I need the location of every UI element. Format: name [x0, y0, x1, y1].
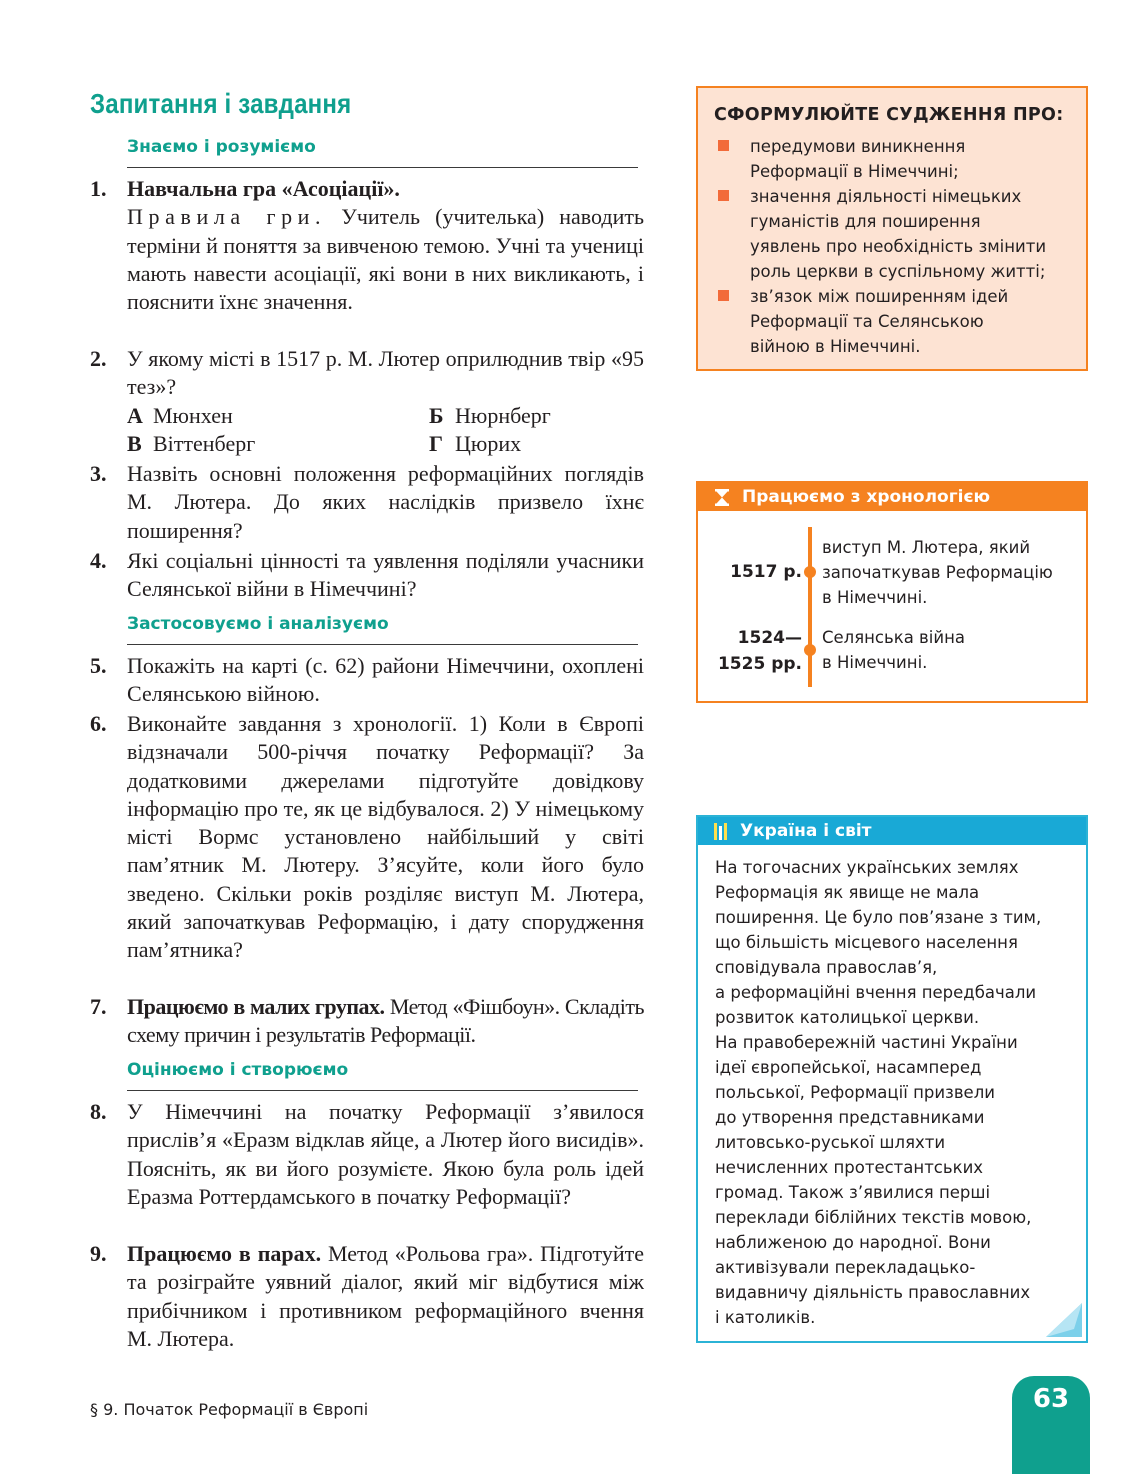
judgement-item-3: зв’язок між поширенням ідей Реформації та Селянською війною в Німеччині.: [750, 284, 1080, 359]
ukraine-world-text: На тогочасних українських землях Реформація як явище не мала поширення. Це було пов’язане з тим, що більшість місцевого населення сповідувала православ’я, а реформаційні вчення передбачали розвиток католицької церкви. На правобережній частині України ідеї європейської, насамперед польської, Реформації призвели до утворення представниками литовсько-руської шляхти нечисленних протестантських громад. Також з’явилися перші переклади біблійних текстів мовою, наближеною до народної. Вони активізували перекладацько- видавничу діяльність православних і католиків.: [715, 858, 1042, 1327]
judgement-box: [696, 86, 1088, 371]
timeline-dot: [804, 566, 816, 578]
answer-option-a: А Мюнхен: [127, 402, 233, 428]
question-text: Виконайте завдання з хронології. 1) Коли в Європі відзначали 500-річчя початку Реформації? За додатковими джерелами підготуйте довідкову інформацію про те, як це відбувалося. 2) У німецькому місті Вормс установлено найбільший у світі пам’ятник М. Лютеру. З’ясуйте, коли його було зведено. Скільки років розділяє виступ М. Лютера, який започаткував Реформацію, і дату спорудження пам’ятника?: [127, 711, 644, 963]
question-text: Учитель (учителька) наводить терміни й поняття за вивченою темою. Учні та учениці мають навести асоціації, які вони в них викликають, і пояснити їхнє значення.: [127, 204, 644, 315]
page-number-tab: [1012, 1376, 1090, 1474]
timeline-year: 1524— 1525 рр.: [717, 628, 802, 674]
timeline-event: Селянська війна в Німеччині.: [822, 628, 965, 672]
answer-option-d: Г Цюрих: [429, 430, 522, 456]
square-bullet-icon: [718, 140, 729, 151]
rules-label: Правила гри.: [127, 204, 327, 230]
question-title: Навчальна гра «Асоціації».: [127, 176, 400, 201]
question-5: [90, 652, 644, 709]
question-9: [90, 1240, 644, 1353]
question-number: 8.: [90, 1099, 107, 1124]
question-3: [90, 460, 644, 545]
page-title: Запитання і завдання: [90, 88, 352, 119]
question-number: 9.: [90, 1241, 107, 1266]
question-number: 3.: [90, 461, 107, 486]
book-bars-icon: [714, 823, 728, 840]
timeline-line: [808, 527, 812, 687]
chronology-box-header: [698, 483, 1086, 511]
question-text: Які соціальні цінності та уявлення поділяли учасники Селянської війни в Німеччині?: [127, 548, 644, 602]
hourglass-icon: [714, 489, 730, 506]
question-6: [90, 710, 644, 965]
answer-option-c: В Віттенберг: [127, 430, 256, 456]
ukraine-world-box: [696, 815, 1088, 1343]
timeline-event: виступ М. Лютера, який започаткував Реформацію в Німеччині.: [822, 538, 1053, 607]
question-title: Працюємо в парах.: [127, 1241, 322, 1266]
ukraine-world-box-title: Україна і світ: [740, 821, 872, 841]
judgement-item-2: значення діяльності німецьких гуманістів для поширення уявлень про необхідність змінити роль церкви в суспільному житті;: [750, 184, 1080, 284]
timeline-year: 1517 р.: [730, 562, 802, 582]
question-number: 4.: [90, 548, 107, 573]
question-text: Назвіть основні положення реформаційних поглядів М. Лютера. До яких наслідків призвело їхнє поширення?: [127, 461, 644, 543]
page-corner-decoration: [1046, 1303, 1082, 1337]
judgement-box-title: СФОРМУЛЮЙТЕ СУДЖЕННЯ ПРО:: [714, 105, 1064, 125]
section-heading-evaluate: Оцінюємо і створюємо: [127, 1060, 638, 1091]
question-2: [90, 345, 644, 458]
footer-section-title: § 9. Початок Реформації в Європі: [90, 1400, 369, 1419]
question-number: 1.: [90, 176, 107, 201]
chronology-box-title: Працюємо з хронологією: [742, 487, 991, 507]
question-number: 6.: [90, 711, 107, 736]
question-number: 7.: [90, 994, 107, 1019]
square-bullet-icon: [718, 190, 729, 201]
question-4: [90, 547, 644, 604]
question-7: [90, 993, 644, 1050]
question-number: 2.: [90, 346, 107, 371]
question-text: Метод «Рольова гра». Підготуйте та розіграйте уявний діалог, який міг відбутися між прибічником і противником реформаційного вчення М. Лютера.: [127, 1241, 644, 1351]
question-title: Працюємо в малих групах.: [127, 994, 385, 1019]
ukraine-world-box-header: [698, 817, 1086, 845]
timeline-dot: [804, 644, 816, 656]
question-text: Покажіть на карті (с. 62) райони Німеччини, охоплені Селянською війною.: [127, 653, 644, 707]
chronology-box: [696, 481, 1088, 703]
question-text: У Німеччині на початку Реформації з’явилося прислів’я «Еразм відклав яйце, а Лютер його висидів». Поясніть, як ви його розумієте. Якою була роль ідей Еразма Роттердамського в початку Реформації?: [127, 1099, 644, 1209]
question-8: [90, 1098, 644, 1211]
answer-options: [127, 402, 644, 459]
judgement-item-1: передумови виникнення Реформації в Німеччині;: [750, 134, 1080, 184]
question-text: Метод «Фішбоун». Складіть схему причин і результатів Реформації.: [127, 994, 644, 1048]
question-number: 5.: [90, 653, 107, 678]
square-bullet-icon: [718, 290, 729, 301]
section-heading-know: Знаємо і розуміємо: [127, 137, 638, 168]
question-text: У якому місті в 1517 р. М. Лютер оприлюднив твір «95 тез»?: [127, 346, 644, 400]
page-number: 63: [1032, 1384, 1070, 1414]
answer-option-b: Б Нюрнберг: [429, 402, 551, 428]
section-heading-apply: Застосовуємо і аналізуємо: [127, 614, 638, 645]
question-1: [90, 175, 644, 316]
